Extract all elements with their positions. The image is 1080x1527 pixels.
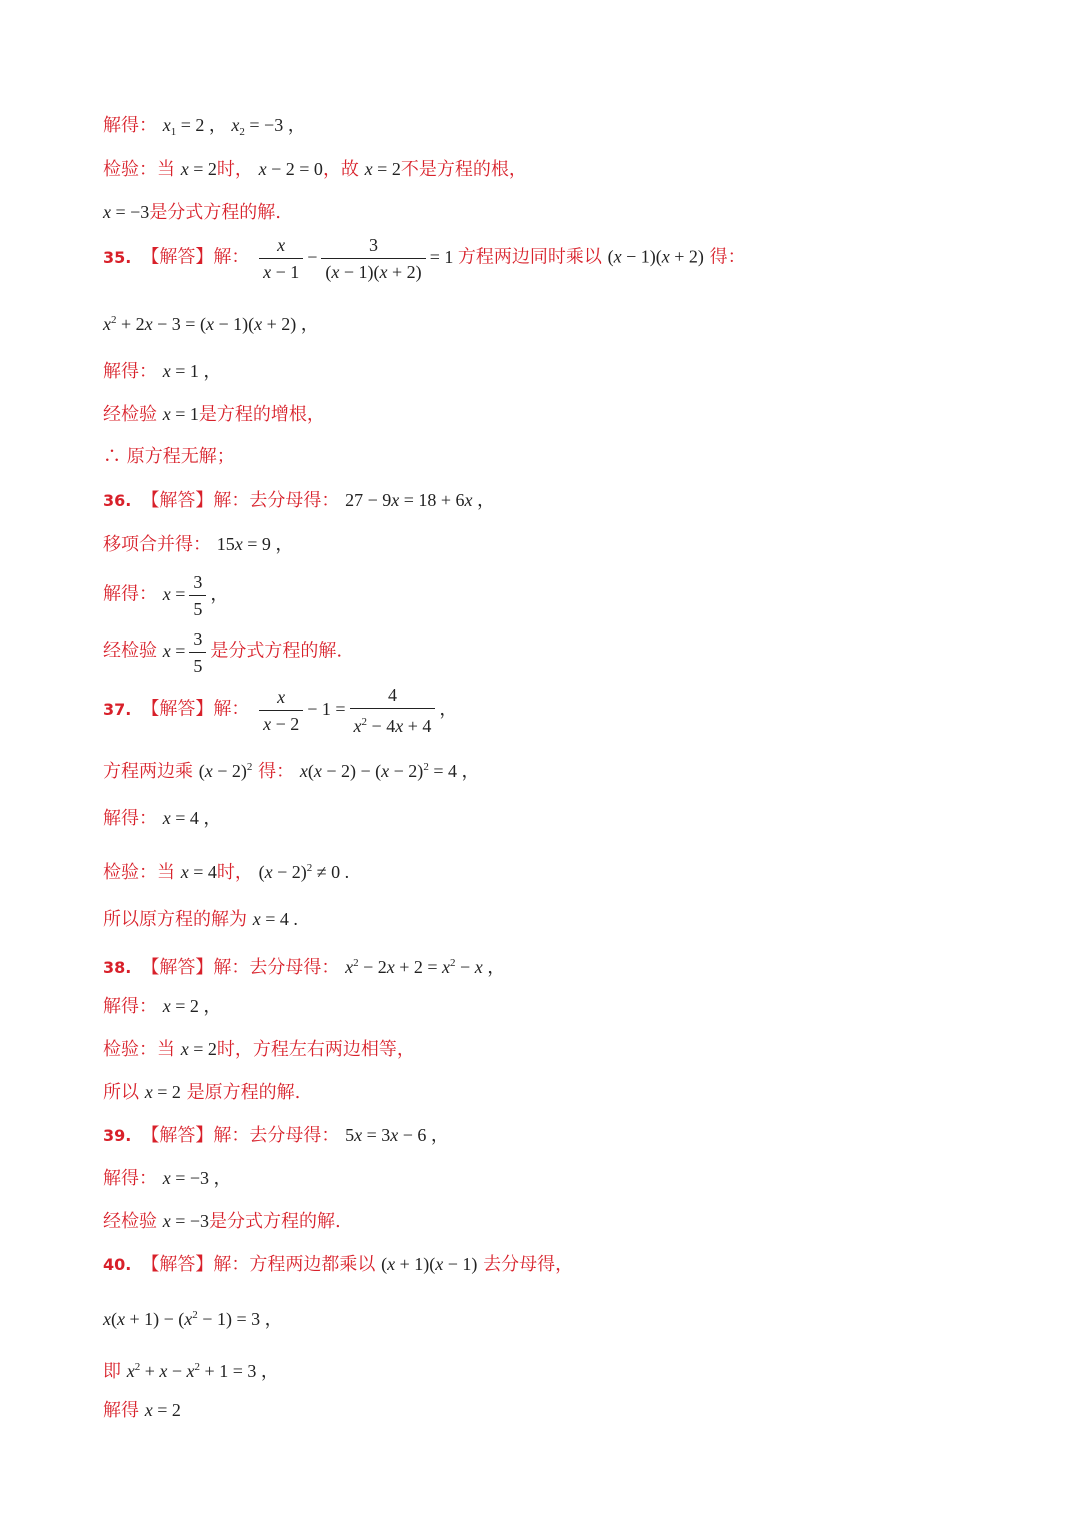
text-label: 检验： <box>103 1039 157 1060</box>
problem-number: 36. <box>103 491 132 510</box>
step-line: 方程两边乘 $(x - 2)^2$ 得： $x(x - 2) - (x - 2)^2 = 4$ ， <box>103 761 480 782</box>
text-label: 经检验 <box>103 640 157 662</box>
text-label: 经检验 <box>103 404 157 425</box>
conclusion-line <box>103 445 235 469</box>
text-label: 去分母得， <box>483 1254 574 1275</box>
text-label: 得： <box>709 246 746 268</box>
text-label: 时， <box>216 862 253 883</box>
text-label: 解得： <box>103 1168 157 1189</box>
text-label: 解得： <box>103 996 157 1017</box>
check-line: 经检验 x = −3是分式方程的解. <box>103 1211 341 1232</box>
solution-line: 解得 x = 2 <box>103 1400 181 1421</box>
text-label: 当 <box>157 159 175 180</box>
text-label: 【解答】解： <box>141 957 250 978</box>
problem-number: 39. <box>103 1126 132 1145</box>
text-label: 是分式方程的解. <box>149 202 282 223</box>
text-label: 检验： <box>103 159 157 180</box>
text-label: 当 <box>157 1039 175 1060</box>
equation-line: 即 $x^2 + x - x^2 + 1 = 3$ ， <box>103 1361 279 1382</box>
solution-line: 解得： x = 4 ， <box>103 808 222 829</box>
text-label: 是分式方程的解. <box>210 640 343 662</box>
problem-number: 38. <box>103 958 132 977</box>
conclusion-line: x = −3是分式方程的解. <box>103 202 282 223</box>
text-label: 【解答】解： <box>141 1254 250 1275</box>
text-label: 移项合并得： <box>103 534 211 555</box>
solution-line: 解得： x = $\frac{3}{5}$ ， <box>103 572 229 619</box>
text-label: 时，方程左右两边相等， <box>216 1039 415 1060</box>
solution-line: 解得： x = −3 ， <box>103 1168 232 1189</box>
solution-line: 解得： x = 1 ， <box>103 361 222 382</box>
text-label: 【解答】解： <box>141 246 250 268</box>
text-label: 得： <box>258 761 295 782</box>
problem-37-line: 37. 【解答】解： $\frac{x}{x - 2}$ − 1 = $\frac{4}{x^2 - 4x + 4}$ ， <box>103 685 458 736</box>
text-label: 解得： <box>103 808 157 829</box>
check-line: 检验：当 x = 2时， x − 2 = 0，故 x = 2不是方程的根， <box>103 159 527 180</box>
solution-line: 解得： x = 2 ， <box>103 996 222 1017</box>
problem-number: 35. <box>103 247 132 267</box>
text-label: 去分母得： <box>249 957 340 978</box>
text-label: 检验： <box>103 862 157 883</box>
text-label: 当 <box>157 862 175 883</box>
text-label: 方程两边都乘以 <box>249 1254 376 1275</box>
text-label: 所以原方程的解为 <box>103 909 247 930</box>
text-label: 不是方程的根， <box>400 159 527 180</box>
check-line: 经检验 x = $\frac{3}{5}$ 是分式方程的解. <box>103 629 343 676</box>
problem-39-line: 39. 【解答】解：去分母得： 5x = 3x − 6 ， <box>103 1125 449 1146</box>
check-line: 检验：当 x = 4时， $(x - 2)^2 \ne 0$ . <box>103 862 350 883</box>
text-label: 【解答】解： <box>141 490 250 511</box>
text-label: 时， <box>216 159 253 180</box>
step-line: 移项合并得： 15x = 9 ， <box>103 534 294 555</box>
problem-35-line: 35. 【解答】解： $\frac{x}{x - 1}$ − $\frac{3}{(x - 1)(x + 2)}$ = 1 方程两边同时乘以 (x − 1)(x + 2) 得： <box>103 235 746 282</box>
text-label: 解得： <box>103 583 157 605</box>
text-label: 解得 <box>103 1400 139 1421</box>
text-label: 是原方程的解. <box>186 1082 301 1103</box>
equation-line: $x^2 + 2x - 3 = (x - 1)(x + 2)$ ， <box>103 314 319 334</box>
text-label: ∴ 原方程无解； <box>103 446 235 467</box>
problem-number: 37. <box>103 699 132 719</box>
check-line: 检验：当 x = 2时，方程左右两边相等， <box>103 1039 415 1060</box>
conclusion-line: 所以 x = 2 是原方程的解. <box>103 1082 301 1103</box>
check-line: 经检验 x = 1是方程的增根， <box>103 404 325 425</box>
text-label: 是方程的增根， <box>198 404 325 425</box>
text-label: 解得： <box>103 115 157 136</box>
text-label: 【解答】解： <box>141 698 250 720</box>
text-label: 方程两边同时乘以 <box>457 246 602 268</box>
solution-line: 解得： $x_1 = 2$ ， $x_2 = -3$ ， <box>103 115 306 138</box>
problem-38-line: 38. 【解答】解：去分母得： $x^2 - 2x + 2 = x^2 - x$ ， <box>103 957 506 978</box>
text-label: 方程两边乘 <box>103 761 193 782</box>
conclusion-line: 所以原方程的解为 x = 4 . <box>103 909 298 930</box>
text-label: 即 <box>103 1361 121 1382</box>
text-label: 去分母得： <box>249 1125 340 1146</box>
text-label: 解得： <box>103 361 157 382</box>
text-label: 是分式方程的解. <box>209 1211 341 1232</box>
text-label: 去分母得： <box>249 490 340 511</box>
text-label: 【解答】解： <box>141 1125 250 1146</box>
problem-number: 40. <box>103 1255 132 1274</box>
problem-40-line: 40. 【解答】解：方程两边都乘以 (x + 1)(x − 1) 去分母得， <box>103 1254 574 1275</box>
text-label: 经检验 <box>103 1211 157 1232</box>
problem-36-line: 36. 【解答】解：去分母得： 27 − 9x = 18 + 6x ， <box>103 490 496 511</box>
text-label: ，故 <box>322 159 359 180</box>
equation-line: $x(x + 1) - (x^2 - 1) = 3$ ， <box>103 1309 283 1329</box>
text-label: 所以 <box>103 1082 139 1103</box>
